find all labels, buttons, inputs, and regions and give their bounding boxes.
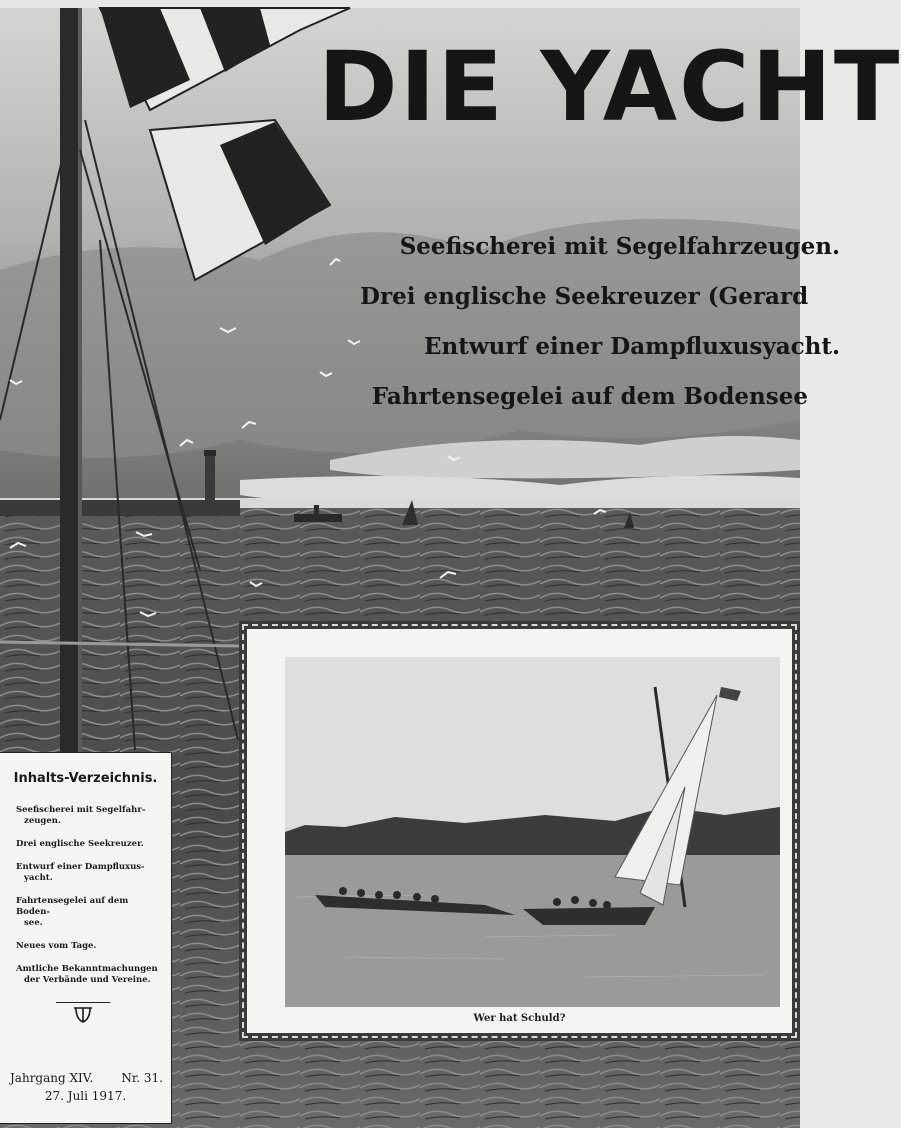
toc-item[interactable] (16, 964, 165, 986)
headline-item: Entwurf einer Dampfluxusyacht. (424, 333, 840, 360)
photo-frame (239, 621, 800, 1041)
toc-list (16, 805, 165, 998)
toc-item-line: Drei englische Seekreuzer. (16, 839, 144, 849)
toc-item-line: der Verbände und Vereine. (24, 975, 151, 985)
toc-item-line: Seefischerei mit Segelfahr- (16, 805, 146, 815)
publisher-logo-icon (72, 1005, 94, 1025)
table-of-contents (0, 752, 172, 1124)
toc-item-line: Fahrtensegelei auf dem Boden- (16, 896, 129, 917)
toc-item[interactable] (16, 805, 165, 827)
toc-item[interactable] (16, 839, 165, 850)
magazine-title: DIE YACHT (318, 31, 901, 143)
volume-label: Jahrgang XIV. (10, 1071, 94, 1085)
photo-caption: Wer hat Schuld? (473, 1013, 566, 1024)
toc-item-line: Neues vom Tage. (16, 941, 97, 951)
toc-divider (56, 1002, 110, 1003)
sailing-photo (285, 657, 780, 1007)
issue-number: Nr. 31. (121, 1071, 163, 1085)
toc-item[interactable] (16, 862, 165, 884)
toc-item-line: see. (24, 918, 43, 928)
toc-item[interactable] (16, 896, 165, 929)
toc-item-line: yacht. (24, 873, 53, 883)
headline-item: Seefischerei mit Segelfahrzeugen. (399, 233, 840, 260)
headline-item: Fahrtensegelei auf dem Bodensee (371, 383, 808, 410)
toc-item-line: Entwurf einer Dampfluxus- (16, 862, 145, 872)
headline-list (360, 222, 840, 417)
toc-item[interactable] (16, 941, 165, 952)
toc-item-line: zeugen. (24, 816, 61, 826)
toc-title: Inhalts-Verzeichnis. (13, 771, 158, 786)
headline-item: Drei englische Seekreuzer (Gerard (360, 283, 809, 310)
issue-info (10, 1071, 163, 1085)
issue-date: 27. Juli 1917. (44, 1089, 127, 1103)
toc-item-line: Amtliche Bekanntmachungen (16, 964, 158, 974)
